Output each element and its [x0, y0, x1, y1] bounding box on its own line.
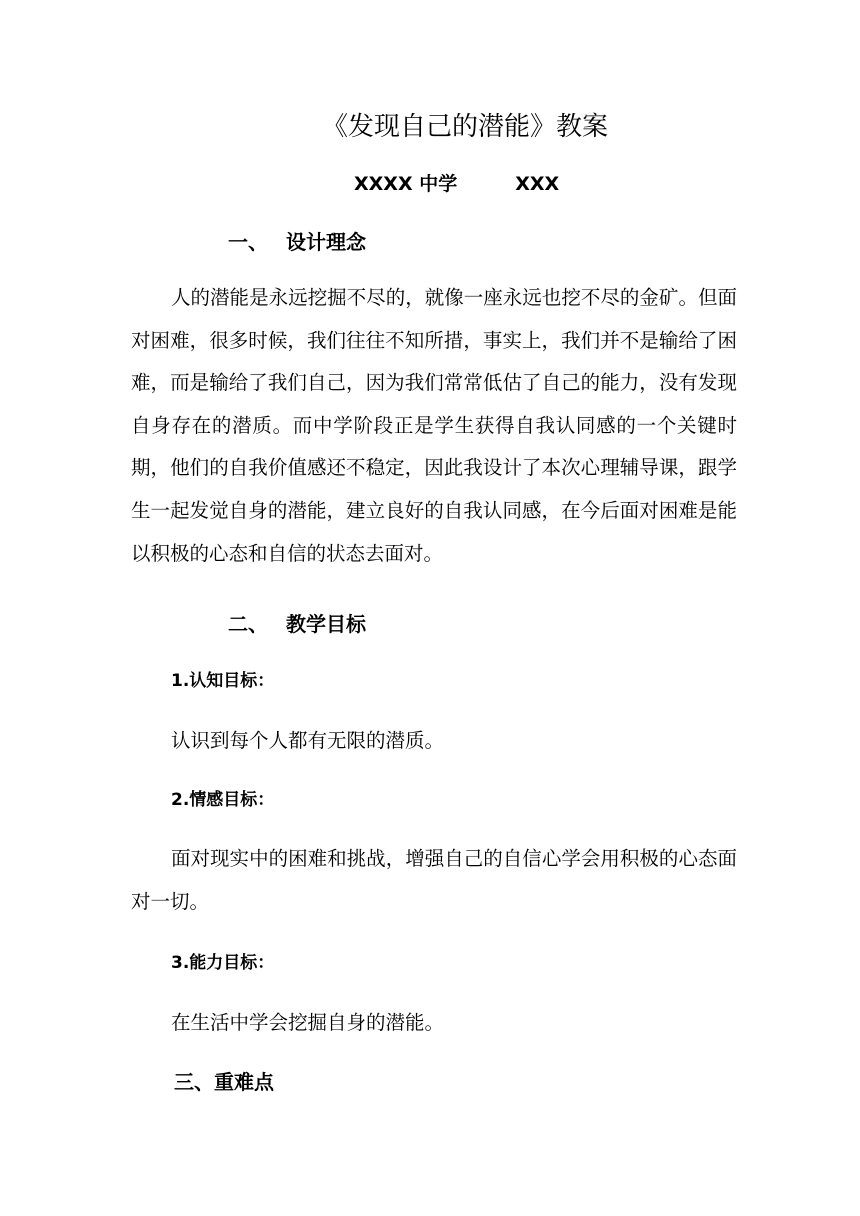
section-heading-key-difficulties [174, 1067, 274, 1097]
section-heading-teaching-goals [228, 609, 366, 639]
document-title: 《发现自己的潜能》教案 [321, 112, 608, 142]
section-number: 三、 [174, 1070, 214, 1094]
goal-text-emotional: 面对现实中的困难和挑战，增强自己的自信心学会用积极的心态面对一切。 [131, 847, 737, 913]
school-name: XXXX 中学 [354, 173, 458, 195]
goal-label-ability: 3.能力目标： [171, 953, 275, 973]
section-number: 一、 [228, 230, 268, 254]
goal-text-ability: 在生活中学会挖掘自身的潜能。 [171, 1011, 445, 1034]
section-heading-design-concept [228, 227, 366, 257]
section-title: 教学目标 [286, 612, 366, 636]
goal-text-cognitive: 认识到每个人都有无限的潜质。 [171, 729, 445, 752]
goal-label-emotional: 2.情感目标： [171, 790, 275, 810]
design-concept-paragraph: 人的潜能是永远挖掘不尽的，就像一座永远也挖不尽的金矿。但面对困难，很多时候，我们往往不知所措，事实上，我们并不是输给了困难，而是输给了我们自己，因为我们常常低估了自己的能力，没有发现自身存在的潜质。而中学阶段正是学生获得自我认同感的一个关键时期，他们的自我价值感还不稳定，因此我设计了本次心理辅导课，跟学生一起发觉自身的潜能，建立良好的自我认同感，在今后面对困难是能以积极的心态和自信的状态去面对。 [131, 286, 737, 565]
section-title: 设计理念 [286, 230, 366, 254]
section-title: 重难点 [214, 1070, 274, 1094]
section-number: 二、 [228, 612, 268, 636]
author-line [354, 170, 559, 198]
goal-label-cognitive: 1.认知目标： [171, 671, 275, 691]
author-name: XXX [515, 173, 560, 195]
